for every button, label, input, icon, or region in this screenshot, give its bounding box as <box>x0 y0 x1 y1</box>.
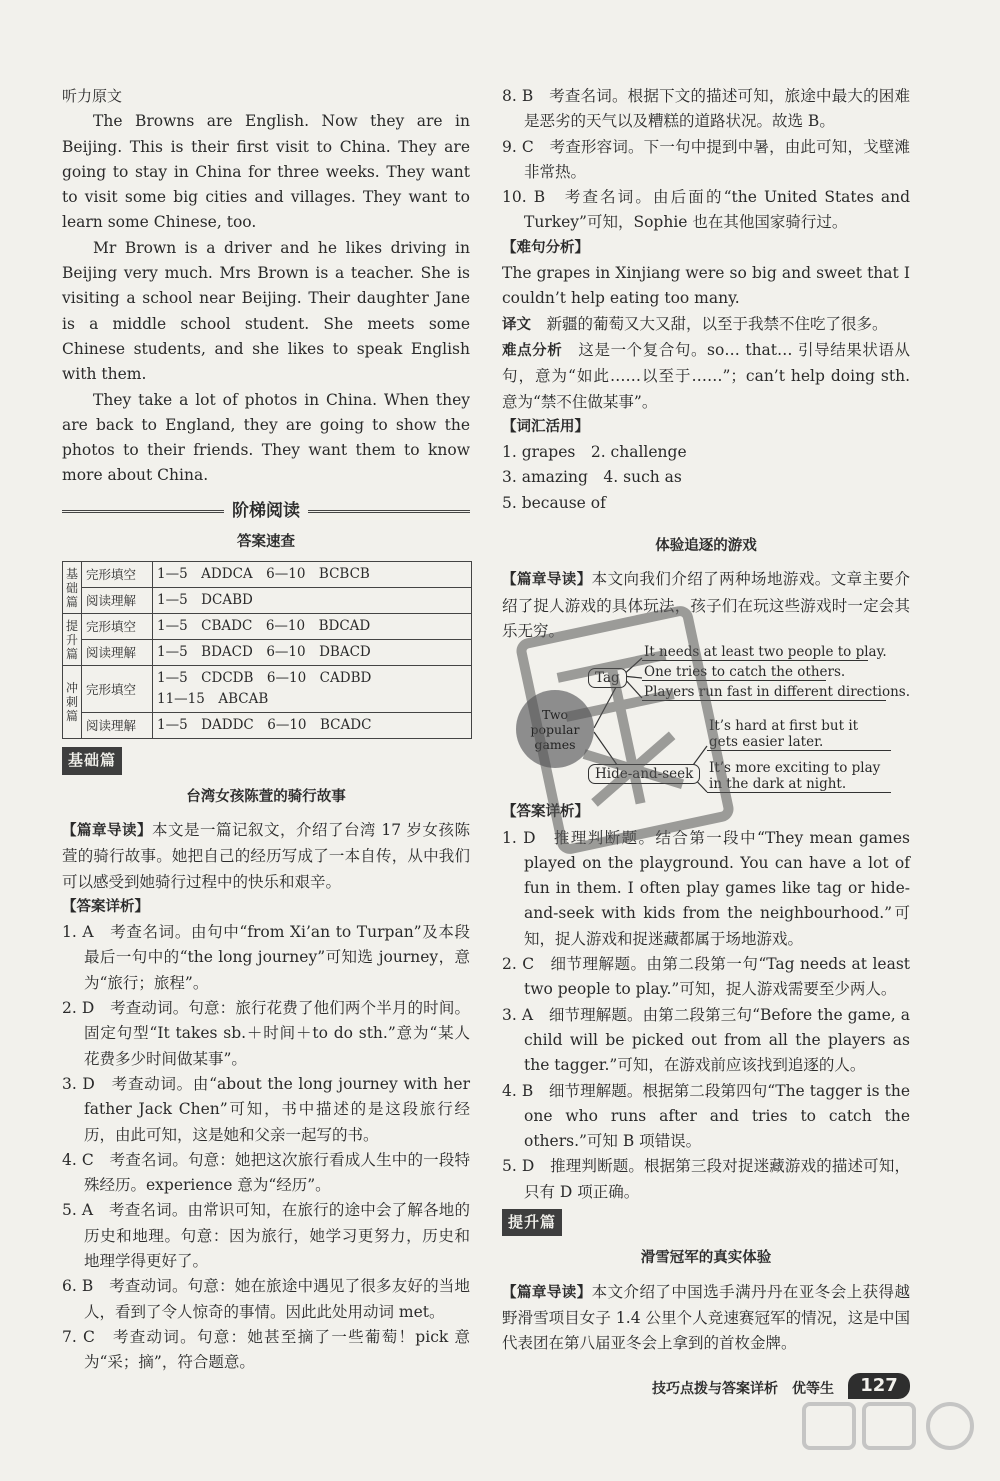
group-name: 提升篇 <box>63 614 82 666</box>
answer-item: 4. C 考查名词。句意：她把这次旅行看成人生中的一段特殊经历。experience 意为“经历”。 <box>62 1150 470 1195</box>
intro-text: 本文介绍了中国选手满丹丹在亚冬会上获得越野滑雪项目女子 1.4 公里个人竞速赛冠军的情况，这是中国代表团在第八届亚冬会上拿到的首枚金牌。 <box>502 1282 910 1353</box>
answer-item: 4. B 细节理解题。根据第二段第四句“The tagger is the one who runs after and tries to catch the others.”可知 B 项错误。 <box>502 1081 910 1151</box>
intro-game <box>502 567 910 644</box>
group-name: 基础篇 <box>63 562 82 614</box>
hard-sentence: The grapes in Xinjiang were so big and sweet that I couldn’t help eating too many. <box>502 264 910 308</box>
row-answers: 1—5 DCABD <box>153 588 472 614</box>
diagram-leaf: Players run fast in different directions. <box>644 684 911 701</box>
diagram-leaf: It needs at least two people to play. <box>644 644 887 661</box>
row-kind: 阅读理解 <box>82 588 153 614</box>
row-answers: 1—5 ADDCA 6—10 BCBCB <box>153 562 472 588</box>
right-column <box>502 84 910 1356</box>
listening-paragraph-3: They take a lot of photos in China. When they are back to England, they are going to show the photos to their friends. They want them to know more about China. <box>62 390 470 485</box>
table-row <box>63 562 472 588</box>
listening-paragraph-1: The Browns are English. Now they are in Beijing. This is their first visit to China. They are going to stay in China for three weeks. They want to visit some big cities and villages. They want to learn some Chinese, too. <box>62 112 470 232</box>
row-kind: 完形填空 <box>82 666 153 713</box>
answer-item: 2. C 细节理解题。由第二段第一句“Tag needs at least two people to play.”可知，捉人游戏需要至少两人。 <box>502 955 910 999</box>
answer-item: 1. D 推理判断题。结合第一段中“They mean games played on the playground. You can have a lot of fun in them. I often play games like tag or hide-and-seek with kids from the neighbourhood.”可知，捉人游戏和捉迷藏都属于场地游戏。 <box>502 828 910 948</box>
banner-line-left <box>62 510 224 513</box>
group-name: 冲刺篇 <box>63 666 82 739</box>
row-kind: 完形填空 <box>82 614 153 640</box>
diagram-leaf: It’s more exciting to play in the dark at night. <box>707 760 891 793</box>
answer-item: 5. D 推理判断题。根据第三段对捉迷藏游戏的描述可知，只有 D 项正确。 <box>502 1157 910 1201</box>
diagram-leaf: It’s hard at first but it gets easier later. <box>707 718 891 751</box>
table-row <box>63 614 472 640</box>
hard-sentence-label: 【难句分析】 <box>502 239 589 256</box>
answer-item: 8. B 考查名词。根据下文的描述可知，旅途中最大的困难是恶劣的天气以及糟糕的道路状况。故选 B。 <box>502 87 910 131</box>
row-answers-line1: 1—5 CDCDB 6—10 CADBD <box>157 670 372 687</box>
footer-text: 技巧点拨与答案详析 优等生 <box>652 1381 834 1397</box>
table-row <box>63 588 472 614</box>
answer-item: 5. A 考查名词。由常识可知，在旅行的途中会了解各地的历史和地理。句意：因为旅行，她学习更努力，历史和地理学得更好了。 <box>62 1201 470 1270</box>
answer-item: 2. D 考查动词。句意：旅行花费了他们两个半月的时间。固定句型“It takes sb.＋时间＋to do sth.”意为“某人花费多少时间做某事”。 <box>62 999 470 1068</box>
translation-label: 译文 <box>502 316 531 333</box>
reading-banner <box>62 499 470 524</box>
analysis-text: 这是一个复合句。so… that… 引导结果状语从句，意为“如此……以至于……”；can’t help doing sth. 意为“禁不住做某事”。 <box>502 340 911 411</box>
banner-line-right <box>308 510 470 513</box>
answer-item: 3. D 考查动词。由“about the long journey with her father Jack Chen”可知，书中描述的是这段旅行经历，由此可知，这是她和父亲一起写的书。 <box>62 1074 470 1144</box>
detail-label: 【答案详析】 <box>62 898 149 915</box>
vocab-line: 3. amazing 4. such as <box>502 468 682 487</box>
watermark-logo <box>800 1398 985 1468</box>
detail-label: 【答案详析】 <box>502 804 589 821</box>
diagram-node-tag: Tag <box>588 668 627 688</box>
translation-text: 新疆的葡萄又大又甜，以至于我禁不住吃了很多。 <box>546 314 888 333</box>
article-title-game: 体验追逐的游戏 <box>655 538 757 555</box>
intro-label: 【篇章导读】 <box>502 1284 592 1301</box>
article-title-tisheng: 滑雪冠军的真实体验 <box>640 1250 772 1267</box>
answer-item: 3. A 细节理解题。由第二段第三句“Before the game, a child will be picked out from all the players as the tagger.”可知，在游戏前应该找到追逐的人。 <box>502 1005 910 1075</box>
row-answers: 1—5 CBADC 6—10 BDCAD <box>153 614 472 640</box>
analysis <box>502 338 910 415</box>
intro-label: 【篇章导读】 <box>62 822 152 839</box>
row-kind: 阅读理解 <box>82 640 153 666</box>
row-kind: 阅读理解 <box>82 713 153 739</box>
answer-item: 6. B 考查动词。句意：她在旅途中遇见了很多友好的当地人，看到了令人惊奇的事情。因此此处用动词 met。 <box>62 1277 470 1321</box>
article-title-jichu: 台湾女孩陈萱的骑行故事 <box>186 788 346 805</box>
analysis-label: 难点分析 <box>502 342 563 359</box>
vocab-line: 1. grapes 2. challenge <box>502 443 687 462</box>
vocab-label: 【词汇活用】 <box>502 418 589 435</box>
section-tag-jichu: 基础篇 <box>62 747 122 774</box>
left-column <box>62 84 470 1375</box>
mind-map-diagram <box>502 646 910 796</box>
intro-tisheng <box>502 1280 910 1357</box>
diagram-node-hide: Hide-and-seek <box>588 764 700 784</box>
section-tag-row <box>502 1209 910 1236</box>
page-number: 127 <box>848 1373 910 1399</box>
row-answers <box>153 666 472 713</box>
table-row <box>63 640 472 666</box>
row-answers: 1—5 BDACD 6—10 DBACD <box>153 640 472 666</box>
section-tag-tisheng: 提升篇 <box>502 1209 562 1236</box>
diagram-center-node: Two popular games <box>516 690 594 768</box>
row-answers: 1—5 DADDC 6—10 BCADC <box>153 713 472 739</box>
listening-heading: 听力原文 <box>62 87 123 105</box>
listening-paragraph-2: Mr Brown is a driver and he likes driving in Beijing very much. Mrs Brown is a teacher. She is visiting a school near Beijing. Their daughter Jane is a middle school student. She meets some Chinese students, and she likes to speak English with them. <box>62 238 470 384</box>
intro-text: 本文向我们介绍了两种场地游戏。文章主要介绍了捉人游戏的具体玩法，孩子们在玩这些游戏时一定会其乐无穷。 <box>502 570 910 640</box>
answer-item: 1. A 考查名词。由句中“from Xi’an to Turpan”及本段最后一句中的“the long journey”可知选 journey，意为“旅行；旅程”。 <box>62 923 470 992</box>
translation <box>502 312 910 338</box>
row-kind: 完形填空 <box>82 562 153 588</box>
intro-text: 本文是一篇记叙文，介绍了台湾 17 岁女孩陈萱的骑行故事。她把自己的经历写成了一本自传，从中我们可以感受到她骑行过程中的快乐和艰辛。 <box>62 820 470 891</box>
intro-jichu <box>62 818 470 895</box>
answer-item: 9. C 考查形容词。下一句中提到中暑，由此可知，戈壁滩非常热。 <box>502 137 910 181</box>
banner-title: 阶梯阅读 <box>224 499 308 524</box>
answer-table <box>62 561 472 739</box>
answer-item: 7. C 考查动词。句意：她甚至摘了一些葡萄！pick 意为“采；摘”，符合题意。 <box>62 1327 470 1372</box>
diagram-leaf: One tries to catch the others. <box>644 664 846 681</box>
answer-item: 10. B 考查名词。由后面的“the United States and Turkey”可知，Sophie 也在其他国家骑行过。 <box>502 188 910 232</box>
intro-label: 【篇章导读】 <box>502 572 592 589</box>
row-answers-line2: 11—15 ABCAB <box>157 691 269 708</box>
answer-check-title: 答案速查 <box>237 534 295 551</box>
vocab-line: 5. because of <box>502 493 606 512</box>
table-row <box>63 666 472 713</box>
section-tag-row <box>62 747 470 774</box>
table-row <box>63 713 472 739</box>
